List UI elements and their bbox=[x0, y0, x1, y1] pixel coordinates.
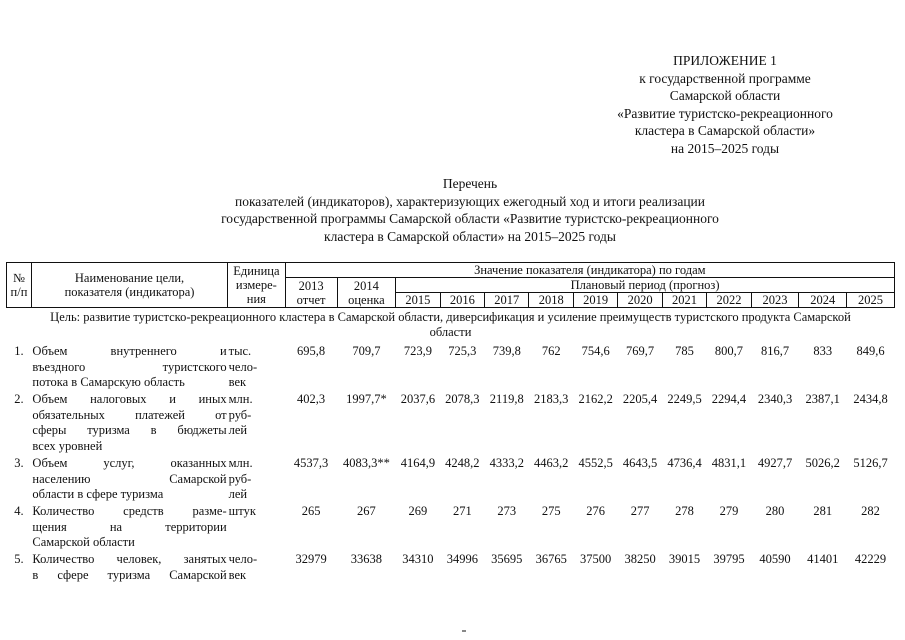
table-row bbox=[7, 504, 895, 552]
value-2018: 4463,2 bbox=[534, 456, 569, 470]
value-2021: 2249,5 bbox=[667, 392, 702, 406]
appendix-title: ПРИЛОЖЕНИЕ 1 bbox=[673, 53, 777, 68]
value-2018: 36765 bbox=[535, 552, 567, 566]
value-2015: 269 bbox=[408, 504, 428, 518]
indicator-unit: млн. руб- лей bbox=[228, 456, 253, 501]
value-2021: 785 bbox=[675, 344, 694, 358]
header-year: 2023 bbox=[751, 293, 799, 308]
value-2025: 2434,8 bbox=[853, 392, 888, 406]
value-2014: 4083,3** bbox=[342, 456, 390, 470]
table-row bbox=[7, 392, 895, 456]
header-year: 2016 bbox=[440, 293, 484, 308]
value-2016: 2078,3 bbox=[445, 392, 480, 406]
header-year: 2021 bbox=[662, 293, 706, 308]
value-2023: 2340,3 bbox=[757, 392, 793, 406]
scan-speck bbox=[462, 630, 466, 632]
value-2024: 41401 bbox=[807, 552, 839, 566]
value-2018: 275 bbox=[541, 504, 561, 518]
title-line: Перечень bbox=[442, 176, 498, 191]
value-2023: 40590 bbox=[759, 552, 791, 566]
value-2016: 725,3 bbox=[448, 344, 477, 358]
goal-text: Цель: развитие туристско-рекреационного кластера в Самарской области, диверсификация и усиление преимуществ туристского продукта Самарской области bbox=[50, 310, 851, 339]
indicator-name: Количество человек, занятых в сфере туризма Самарской bbox=[32, 552, 227, 582]
value-2017: 2119,8 bbox=[489, 392, 524, 406]
value-2023: 4927,7 bbox=[757, 456, 793, 470]
appendix-line: на 2015–2025 годы bbox=[670, 140, 780, 156]
value-2025: 42229 bbox=[854, 552, 887, 566]
header-year: 2019 bbox=[573, 293, 617, 308]
value-2016: 271 bbox=[452, 504, 472, 518]
title-line: показателей (индикаторов), характеризующих ежегодный ход и итоги реализации bbox=[234, 193, 706, 209]
value-2019: 276 bbox=[586, 504, 605, 518]
value-2019: 4552,5 bbox=[578, 456, 613, 470]
title-line: кластера в Самарской области» на 2015–2025 годы bbox=[324, 228, 616, 244]
value-2021: 278 bbox=[675, 504, 694, 518]
appendix-line: Самарской области bbox=[669, 88, 781, 103]
value-2025: 282 bbox=[861, 504, 880, 518]
value-2022: 279 bbox=[719, 504, 739, 518]
indicator-unit: чело- век bbox=[228, 552, 258, 582]
value-2016: 4248,2 bbox=[445, 456, 480, 470]
row-number: 1. bbox=[14, 344, 24, 358]
value-2014: 33638 bbox=[350, 552, 383, 566]
value-2024: 281 bbox=[813, 504, 833, 518]
indicator-name: Объем налоговых и иных обязательных платежей от сферы туризма в бюджеты всех уровней bbox=[32, 392, 227, 453]
row-number: 5. bbox=[14, 552, 24, 566]
value-2016: 34996 bbox=[446, 552, 478, 566]
value-2021: 39015 bbox=[668, 552, 701, 566]
header-year-2014: 2014 оценка bbox=[337, 278, 396, 308]
value-2022: 800,7 bbox=[714, 344, 743, 358]
value-2025: 849,6 bbox=[856, 344, 885, 358]
header-year-2013: 2013 отчет bbox=[285, 278, 337, 308]
value-2015: 34310 bbox=[402, 552, 434, 566]
header-year: 2017 bbox=[485, 293, 529, 308]
goal-row bbox=[7, 308, 895, 341]
value-2022: 2294,4 bbox=[711, 392, 747, 406]
value-2024: 833 bbox=[813, 344, 833, 358]
value-2013: 402,3 bbox=[297, 392, 326, 406]
indicator-name: Объем услуг, оказанных населению Самарской области в сфере туризма bbox=[32, 456, 227, 501]
header-name: Наименование цели, показателя (индикатора) bbox=[31, 263, 227, 308]
value-2021: 4736,4 bbox=[667, 456, 702, 470]
header-unit: Единица измере- ния bbox=[228, 263, 285, 308]
value-2025: 5126,7 bbox=[853, 456, 888, 470]
value-2015: 2037,6 bbox=[400, 392, 436, 406]
header-number: № п/п bbox=[7, 263, 32, 308]
value-2020: 277 bbox=[630, 504, 650, 518]
value-2019: 37500 bbox=[580, 552, 612, 566]
value-2022: 39795 bbox=[713, 552, 745, 566]
table-row bbox=[7, 456, 895, 504]
header-year: 2015 bbox=[396, 293, 440, 308]
value-2020: 38250 bbox=[624, 552, 656, 566]
appendix-line: к государственной программе bbox=[639, 70, 811, 86]
value-2013: 265 bbox=[301, 504, 321, 518]
appendix-line: кластера в Самарской области» bbox=[634, 123, 816, 138]
value-2023: 816,7 bbox=[760, 344, 790, 358]
appendix-line: «Развитие туристско-рекреационного bbox=[617, 105, 833, 121]
value-2013: 32979 bbox=[295, 552, 327, 566]
appendix-block bbox=[560, 52, 890, 157]
row-number: 2. bbox=[14, 392, 24, 406]
value-2018: 762 bbox=[541, 344, 561, 358]
header-plan-period: Плановый период (прогноз) bbox=[396, 278, 895, 293]
value-2015: 723,9 bbox=[403, 344, 432, 358]
indicator-name: Объем внутреннего и въездного туристского потока в Самарскую область bbox=[32, 344, 227, 389]
table-body bbox=[7, 308, 895, 593]
value-2015: 4164,9 bbox=[400, 456, 436, 470]
indicators-table bbox=[6, 262, 895, 592]
header-year: 2018 bbox=[529, 293, 573, 308]
value-2017: 35695 bbox=[491, 552, 523, 566]
header-year: 2024 bbox=[799, 293, 847, 308]
value-2014: 1997,7* bbox=[346, 392, 387, 406]
header-year: 2022 bbox=[707, 293, 751, 308]
header-values-title: Значение показателя (индикатора) по годам bbox=[285, 263, 894, 278]
table-header bbox=[7, 263, 895, 308]
table-row bbox=[7, 552, 895, 592]
value-2020: 2205,4 bbox=[622, 392, 658, 406]
value-2019: 754,6 bbox=[581, 344, 610, 358]
value-2017: 739,8 bbox=[492, 344, 521, 358]
value-2014: 709,7 bbox=[352, 344, 381, 358]
value-2017: 4333,2 bbox=[489, 456, 524, 470]
header-year: 2025 bbox=[847, 293, 895, 308]
indicator-unit: штук bbox=[228, 504, 256, 518]
row-number: 4. bbox=[14, 504, 24, 518]
table-row bbox=[7, 340, 895, 392]
indicator-unit: тыс. чело- век bbox=[228, 344, 258, 389]
value-2019: 2162,2 bbox=[578, 392, 613, 406]
value-2020: 769,7 bbox=[626, 344, 655, 358]
value-2018: 2183,3 bbox=[534, 392, 569, 406]
value-2017: 273 bbox=[497, 504, 517, 518]
value-2024: 2387,1 bbox=[805, 392, 840, 406]
indicator-name: Количество средств разме- щения на территории Самарской области bbox=[32, 504, 227, 549]
document-title bbox=[150, 175, 790, 245]
value-2022: 4831,1 bbox=[711, 456, 747, 470]
header-year: 2020 bbox=[618, 293, 662, 308]
value-2013: 695,8 bbox=[297, 344, 326, 358]
value-2020: 4643,5 bbox=[622, 456, 658, 470]
value-2023: 280 bbox=[765, 504, 785, 518]
value-2014: 267 bbox=[357, 504, 376, 518]
title-line: государственной программы Самарской области «Развитие туристско-рекреационного bbox=[221, 211, 719, 226]
indicator-unit: млн. руб- лей bbox=[228, 392, 253, 437]
value-2013: 4537,3 bbox=[293, 456, 329, 470]
value-2024: 5026,2 bbox=[805, 456, 840, 470]
row-number: 3. bbox=[14, 456, 24, 470]
